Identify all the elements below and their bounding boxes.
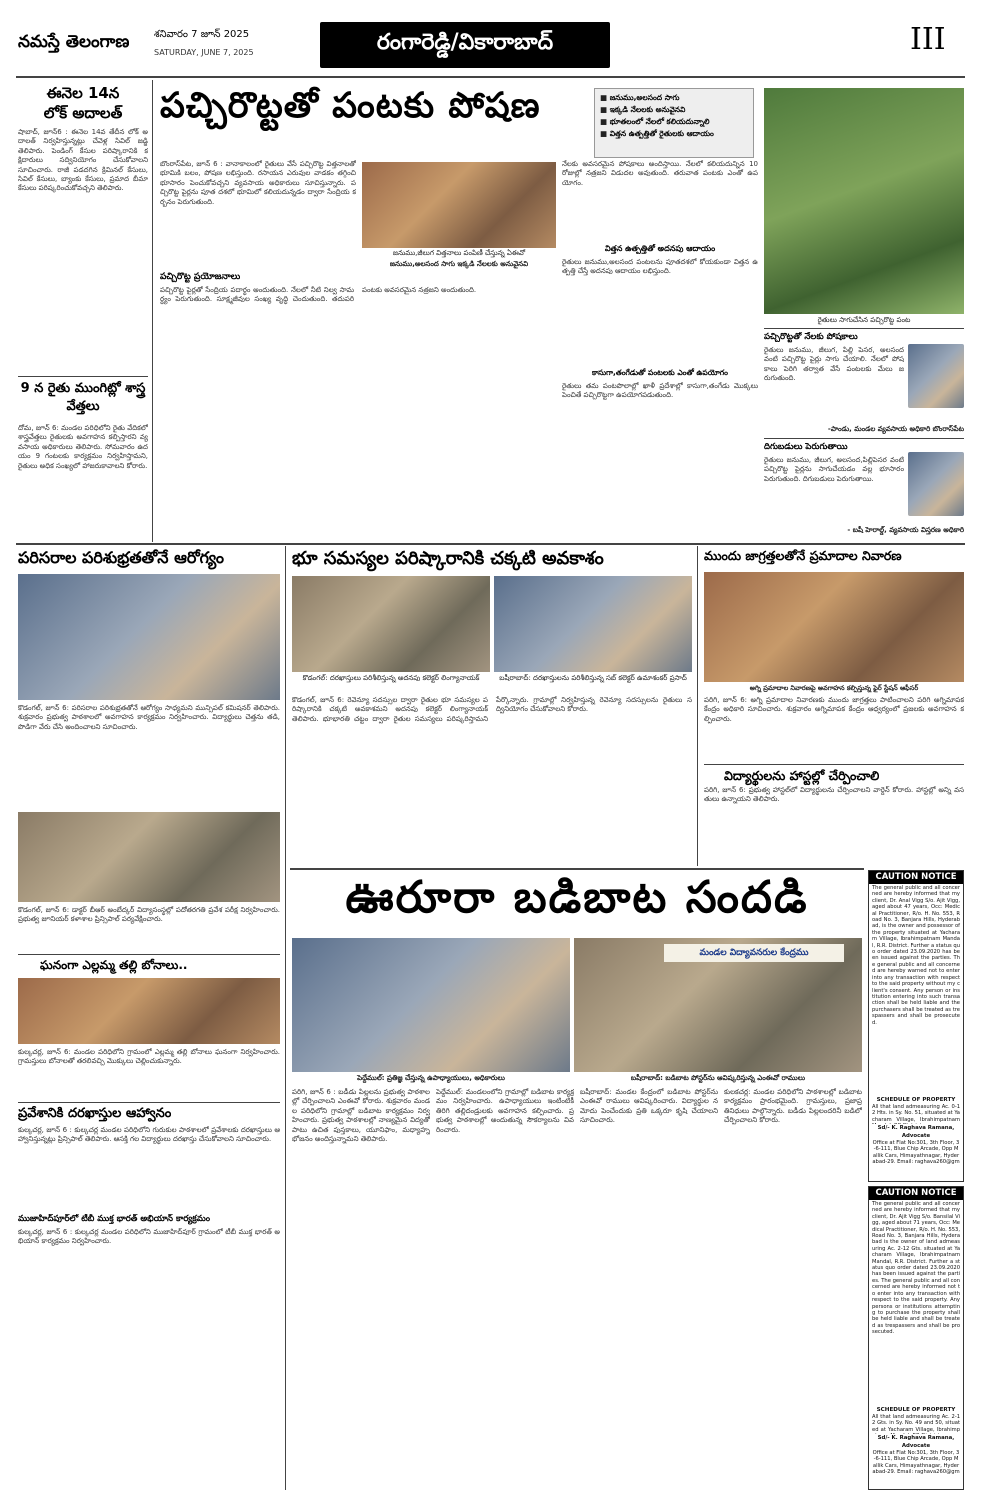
caution-1-advocate: Sd/- K. Raghava Ramana, Advocate <box>877 1125 955 1139</box>
lok-adalat-heading-2: లోక్ అదాలత్ <box>43 104 123 122</box>
col-divider-2 <box>285 546 286 1490</box>
quote-1-head: పచ్చిరొట్టతో నేలకు పోషకాలు <box>764 332 858 342</box>
top-story-body-2: పచ్చిరొట్ట పైర్లతో సేంద్రియ పదార్థం అందుతుంది. నేలలో నీటి నిల్వ సామర్థ్యం పెరుగుతుంది. సూక్ష్మజీవుల సంఖ్య వృద్ధి చెందుతుంది. తదుపరి పంటకు అవసరమైన నత్రజని అందుతుంది. <box>160 286 477 304</box>
scientists-body: దోమ, జూన్ 6: మండల పరిధిలోని రైతు వేదికలో శాస్త్రవేత్తలు రైతులకు అవగాహన కల్పిస్తారని వ్యవసాయ అధికారులు తెలిపారు. సోమవారం ఉదయం 9 గంటలకు కార్యక్రమం నిర్వహిస్తామని, రైతులు అధిక సంఖ్యలో హాజరుకావాలని కోరారు. <box>18 424 148 470</box>
story-d-rule <box>704 764 964 765</box>
top-story-body-1: బొంరాస్‌పేట, జూన్ 6 : వానాకాలంలో రైతులు వేసే పచ్చిరొట్ట విత్తనాలతో భూమికి బలం, పోషణ లభిస్తుంది. రసాయన ఎరువుల వాడకం తగ్గించి భూసారం పెంచుకోవచ్చని వ్యవసాయ అధికారులు సూచిస్తున్నారు. పచ్చిరొట్ట పైర్లను పూత దశలో భూమిలో కలియదున్నడం ద్వారా సేంద్రియ కర్బనం పెరుగుతుంది. <box>160 160 356 206</box>
story-a3-rule <box>18 954 280 955</box>
story-b-body: కొడంగల్, జూన్ 6: రెవెన్యూ సదస్సుల ద్వారా రైతుల భూ సమస్యల పరిష్కారానికి చక్కటి అవకాశమని అదనపు కలెక్టర్ లింగ్యానాయక్ తెలిపారు. భూభారతి చట్టం ద్వారా రైతుల సమస్యలు పరిష్కరిస్తామని పేర్కొన్నారు. గ్రామాల్లో నిర్వహిస్తున్న రెవెన్యూ సదస్సులను రైతులు సద్వినియోగం చేసుకోవాలని కోరారు. <box>292 696 692 723</box>
story-b-headline: భూ సమస్యల పరిష్కారానికి చక్కటి అవకాశం <box>292 548 604 569</box>
quote-1-name: -పాండు, మండల వ్యవసాయ అధికారి బొంరాస్‌పేట <box>827 425 964 433</box>
caution-1-schedule-body: All that land admeasuring Ac. 0-12 Hts. in Sy. No. 51, situated at Yacharam Village, Ibrahimpatnam <box>872 1104 960 1123</box>
quote-2-name: - బషీ హెరాల్డ్, వ్యవసాయ విస్తరణ అధికారి <box>847 526 964 534</box>
quote-1-portrait <box>908 344 964 408</box>
col-divider-1 <box>152 80 153 542</box>
masthead-rule <box>16 76 965 78</box>
story-a3-photo <box>18 978 280 1044</box>
story-a-photo <box>18 574 280 700</box>
top-story-photo-2-caption: జనుము,అలసంద సాగు ఇక్కడి నేలలకు అనువైనవి <box>389 260 529 268</box>
badibata-photo-2 <box>574 938 862 1072</box>
top-story-body-5: రైతులు జనుము,అలసంద పంటలను పూతదశలో కోయకుండా విత్తన ఉత్పత్తి చేస్తే అదనపు ఆదాయం లభిస్తుంది. <box>562 258 758 276</box>
top-story-photo-3 <box>764 88 964 314</box>
caution-1-address: Office at Flat No:301, 3th Floor, 3-6-111, Blue Chip Arcade, Opp Mallik Cars, Himayathnagar, Hyderabad-29. Email: raghava260@gm <box>872 1140 960 1166</box>
quote-1-body: రైతులు జనుము, జీలుగ, పిల్లి పెసర, అలసంద వంటి పచ్చిరొట్ట పైర్లు సాగు చేయాలి. నేలలో పోషకాలు పెరిగి తర్వాత వేసే పంటలకు మేలు జరుగుతుంది. <box>764 346 904 383</box>
story-a2-body: కొడంగల్, జూన్ 6: డాక్టర్ బీఆర్ అంబేద్కర్ విద్యాసంస్థల్లో పదోతరగతి ప్రవేశ పరీక్ష నిర్వహించారు. ప్రభుత్వ జూనియర్ కళాశాల ప్రిన్సిపాల్ పర్యవేక్షించారు. <box>18 906 280 924</box>
caution-2-title: CAUTION NOTICE <box>869 1187 963 1200</box>
page-number: III <box>910 22 946 57</box>
top-story-photo-1-caption: జనుము,జీలుగ విత్తనాలు పంపిణీ చేస్తున్న ఏఈవో <box>392 249 526 257</box>
top-story-photo-1 <box>362 162 556 248</box>
story-b-photo-1-caption: కొడంగల్: దరఖాస్తులు పరిశీలిస్తున్న అదనపు కలెక్టర్ లింగ్యానాయక్ <box>302 674 480 682</box>
top-story-subhead-1: పచ్చిరొట్ట ప్రయోజనాలు <box>160 272 241 282</box>
bullet-4: ■ విత్తన ఉత్పత్తితో రైతులకు ఆదాయం <box>600 128 748 140</box>
caution-notice-1 <box>868 870 964 1182</box>
quote-2-body: రైతులు జనుము, జీలుగ, అలసంద,పిల్లిపెసర వంటి పచ్చిరొట్ట పైర్లను సాగుచేయడం వల్ల భూసారం పెరుగుతుంది. దిగుబడులు పెరుగుతాయి. <box>764 456 904 483</box>
story-a3-headline: ఘనంగా ఎల్లమ్మ తల్లి బోనాలు.. <box>40 958 188 972</box>
badibata-photo-1-caption: పెద్దేముల్: ప్రతిజ్ఞ చేస్తున్న ఉపాధ్యాయులు, అధికారులు <box>357 1074 505 1082</box>
story-a4-headline: ప్రవేశానికి దరఖాస్తుల ఆహ్వానం <box>18 1106 172 1121</box>
story-a-headline: పరిసరాల పరిశుభ్రతతోనే ఆరోగ్యం <box>18 548 225 567</box>
top-story-subhead-3: విత్తన ఉత్పత్తితో అదనపు ఆదాయం <box>604 244 716 253</box>
left-col-rule <box>18 376 148 377</box>
story-a4-rule <box>18 1102 280 1103</box>
story-c-headline: ముందు జాగ్రత్తలతోనే ప్రమాదాల నివారణ <box>704 548 902 563</box>
caution-1-body: The general public and all concerned are hereby informed that my client, Dr. Anal Vigg S/o. Ajit Vigg, aged about 47 years, Occ: Medical Practitioner, R/o. H. No. 553, Road No. 3, Banjara Hills, Hyderabad, is the owner and possessor of the property situated at Yacharam Village, Ibrahimpatnam Mandal, R.R. District. Further a status quo order dated 23.09.2020 has been issued against the parties. The general public and all concerned are hereby warned not to enter into any transaction with respect to the said property without my client's consent. Any person or institution entering into such transaction shall be held liable and the purchasers shall be treated as trespassers and shall be prosecuted. <box>872 885 960 1026</box>
caution-2-address: Office at Flat No:301, 3th Floor, 3-6-111, Blue Chip Arcade, Opp Mallik Cars, Himayathnagar, Hyderabad-29. Email: raghava260@gm <box>872 1450 960 1476</box>
story-b-photo-1 <box>292 576 490 672</box>
story-b-photo-2-caption: బషీరాబాద్: ద‌ర‌ఖాస్తులను పరిశీలిస్తున్న సబ్ కలెక్టర్ ఉమాశంకర్ ప్రసాద్ <box>499 674 687 682</box>
section-rule-2 <box>290 868 864 870</box>
story-a-body: కొడంగల్, జూన్ 6: పరిసరాల పరిశుభ్రతతోనే ఆరోగ్యం సాధ్యమని మున్సిపల్ కమిషనర్ తెలిపారు. శుక్రవారం ప్రభుత్వ పాఠశాలలో అవగాహన కార్యక్రమం నిర్వహించారు. విద్యార్థులు చెత్తను తడి, పొడిగా వేరు చేసి అందించాలని సూచించారు. <box>18 704 280 731</box>
caution-2-body: The general public and all concerned are hereby informed that my client, Dr. Ajit Vigg S/o. Bansilal Vigg, aged about 71 years, Occ: Medical Practitioner, R/o. H. No. 553, Road No. 3, Banjara Hills, Hyderabad is the owner of land admeasuring Ac. 2-12 Gts. situated at Yacharam Village, Ibrahimpatnam Mandal, R.R. District. Further a status quo order dated 23.09.2020 has been issued against the parties. The general public and all concerned are hereby informed not to enter into any transaction with respect to the said property. Any persons or institutions attempting to purchase the property shall be held liable and shall be treated as trespassers and shall be prosecuted. <box>872 1201 960 1336</box>
badibata-photo-1 <box>292 938 570 1072</box>
edition-title: రంగారెడ్డి/వికారాబాద్ <box>376 30 554 55</box>
date-telugu: శనివారం 7 జూన్ 2025 <box>154 29 250 40</box>
top-story-bullets <box>594 88 754 158</box>
story-c-photo <box>704 572 964 682</box>
bullet-3: ■ భూతలంలో నేలలో కలియదున్నాలి <box>600 116 748 128</box>
bullet-2: ■ ఇక్కడి నేలలకు అనువైనవి <box>600 104 748 116</box>
top-story-headline: పచ్చిరొట్టతో పంటకు పోషణ <box>160 86 541 126</box>
caution-2-schedule-title: SCHEDULE OF PROPERTY <box>876 1407 956 1413</box>
story-d-body: పరిగి, జూన్ 6: ప్రభుత్వ హాస్టల్‌లో విద్యార్థులను చేర్పించాలని వార్డెన్ కోరారు. హాస్టల్లో అన్ని వసతులు ఉన్నాయని తెలిపారు. <box>704 786 964 804</box>
lok-adalat-heading-1: ఈనెల 14న <box>46 84 120 102</box>
story-c-photo-caption: అగ్ని ప్రమాదాల నివారణపై అవగాహన కల్పిస్తున్న ఫైర్ స్టేషన్ ఆఫీసర్ <box>749 684 919 692</box>
caution-1-schedule-title: SCHEDULE OF PROPERTY <box>876 1097 956 1103</box>
edition-banner <box>320 22 610 68</box>
story-a2-photo <box>18 812 280 902</box>
story-c-body: పరిగి, జూన్ 6: అగ్ని ప్రమాదాల నివారణకు ముందు జాగ్రత్తలు పాటించాలని పరిగి అగ్నిమాపక కేంద్రం అధికారి సూచించారు. శుక్రవారం అగ్నిమాపక కేంద్రం ఆధ్వర్యంలో ప్రజలకు అవగాహన కల్పించారు. <box>704 696 964 723</box>
top-story-body-6: రైతులు తమ పంటపొలాల్లో ఖాళీ ప్రదేశాల్లో కాసుగా,తంగేడు మొక్కలు పెంచితే పచ్చిరొట్టగా ఉపయోగపడుతుంది. <box>562 382 758 400</box>
badibata-photo-2-caption: బషీరాబాద్: బడిబాట పోస్టర్‌ను ఆవిష్కరిస్తున్న ఎంఈవో రాములు <box>630 1074 806 1082</box>
badibata-body-1: పరిగి, జూన్ 6 : బడీడు పిల్లలను ప్రభుత్వ పాఠశాలల్లో చేర్పించాలని ఎంఈవో కోరారు. శుక్రవారం మండల పరిధిలోని గ్రామాల్లో బడిబాట కార్యక్రమం నిర్వహించారు. ప్రభుత్వ పాఠశాలల్లో నాణ్యమైన విద్యతో పాటు ఉచిత పుస్తకాలు, యూనిఫాం, మధ్యాహ్న భోజనం అందిస్తున్నామని తెలిపారు. <box>292 1088 430 1144</box>
bullet-1: ■ జనుము,అలసంద సాగు <box>600 92 748 104</box>
caution-1-title: CAUTION NOTICE <box>869 871 963 884</box>
top-story-photo-3-caption: రైతులు సాగుచేసిన పచ్చిరొట్ట పంట <box>817 316 911 324</box>
quote-2-portrait <box>908 452 964 516</box>
badibata-headline: ఊరూరా బడిబాట సందడి <box>345 872 809 923</box>
paper-name: నమస్తే తెలంగాణ <box>18 32 130 52</box>
badibata-body-3: బషీరాబాద్: మండల కేంద్రంలో బడిబాట పోస్టర్‌ను ఎంఈవో రాములు ఆవిష్కరించారు. విద్యార్థుల నమోదు పెంచేందుకు ప్రతి ఒక్కరూ కృషి చేయాలని సూచించారు. <box>580 1088 718 1125</box>
date-english: SATURDAY, JUNE 7, 2025 <box>154 48 254 57</box>
badibata-body-4: కులకచర్ల: మండల పరిధిలోని పాఠశాలల్లో బడిబాట కార్యక్రమం ప్రారంభమైంది. గ్రామస్తులు, ప్రజాప్రతినిధులు పాల్గొన్నారు. బడీడు పిల్లలందరినీ బడిలో చేర్పించాలని కోరారు. <box>724 1088 862 1125</box>
quote-rule-1 <box>764 328 964 329</box>
scientists-heading: 9 న రైతు ముంగిట్లో శాస్త్రవేత్తలు <box>20 381 146 414</box>
caution-2-advocate: Sd/- K. Raghava Ramana, Advocate <box>877 1435 955 1449</box>
top-story-subhead-4: కాసుగా,తంగేడుతో పంటలకు ఎంతో ఉపయోగం <box>592 368 728 377</box>
badibata-body-2: పెద్దేముల్: మండలంలోని గ్రామాల్లో బడిబాట కార్యక్రమం నిర్వహించారు. ఉపాధ్యాయులు ఇంటింటికీ తిరిగి తల్లిదండ్రులకు అవగాహన కల్పించారు. ప్రభుత్వ పాఠశాలల్లో అందుతున్న సౌకర్యాలను వివరించారు. <box>436 1088 574 1134</box>
col-divider-3 <box>697 546 698 866</box>
story-b-photo-2 <box>494 576 692 672</box>
quote-2-head: దిగుబడులు పెరుగుతాయి <box>764 442 848 452</box>
story-a5-headline: ముజాహిద్‌పూర్‌లో టీబీ ముక్త భారత్ అభియాన్ కార్యక్రమం <box>18 1214 211 1224</box>
section-rule-1 <box>16 543 965 545</box>
top-story-body-4: నేలకు అవసరమైన పోషకాలు అందిస్తాయి. నేలలో కలియదున్నిన 10 రోజుల్లో నత్రజని విడుదల అవుతుంది. తరువాత పంటకు ఎంతో ఉపయోగం. <box>562 160 758 187</box>
story-d-headline: విద్యార్థులను హాస్టల్లో చేర్పించాలి <box>724 768 880 783</box>
quote-rule-2 <box>764 438 964 439</box>
story-a3-body: కుల్కచర్ల, జూన్ 6: మండల పరిధిలోని గ్రామంలో ఎల్లమ్మ తల్లి బోనాలు ఘనంగా నిర్వహించారు. గ్రామస్తులు బోనాలతో తరలివచ్చి మొక్కులు చెల్లించుకున్నారు. <box>18 1048 280 1066</box>
caution-2-schedule-body: All that land admeasuring Ac. 2-12 Gts. in Sy. No. 49 and 50, situated at Yacharam Village, Ibrahimp <box>872 1414 960 1433</box>
story-a4-body: కుల్కచర్ల, జూన్ 6 : కుల్కచర్ల మండల పరిధిలోని గురుకుల పాఠశాలలో ప్రవేశాలకు దరఖాస్తులు ఆహ్వానిస్తున్నట్లు ప్రిన్సిపాల్ తెలిపారు. ఆసక్తి గల విద్యార్థులు దరఖాస్తు చేసుకోవాలని సూచించారు. <box>18 1126 280 1144</box>
caution-notice-2 <box>868 1186 964 1490</box>
story-a5-body: కుల్కచర్ల, జూన్ 6 : కుల్కచర్ల మండల పరిధిలోని ముజాహిద్‌పూర్ గ్రామంలో టీబీ ముక్త భారత్ అభియాన్ కార్యక్రమం నిర్వహించారు. <box>18 1228 280 1246</box>
badibata-sign: మండల విద్యావనరుల కేంద్రము <box>664 944 844 962</box>
lok-adalat-body: షాబాద్, జూన్6 : ఈనెల 14వ తేదీన లోక్ అదాలత్ నిర్వహిస్తున్నట్లు చేవెళ్ల సివిల్ జడ్జి తెలిపారు. పెండింగ్ కేసుల పరిష్కారానికి కక్షిదారులు సద్వినియోగం చేసుకోవాలని సూచించారు. రాజీ పడదగిన క్రిమినల్ కేసులు, సివిల్ కేసులు, బ్యాంకు కేసులు, ప్రమాద బీమా కేసులు పరిష్కరించుకోవచ్చని తెలిపారు. <box>18 128 148 193</box>
